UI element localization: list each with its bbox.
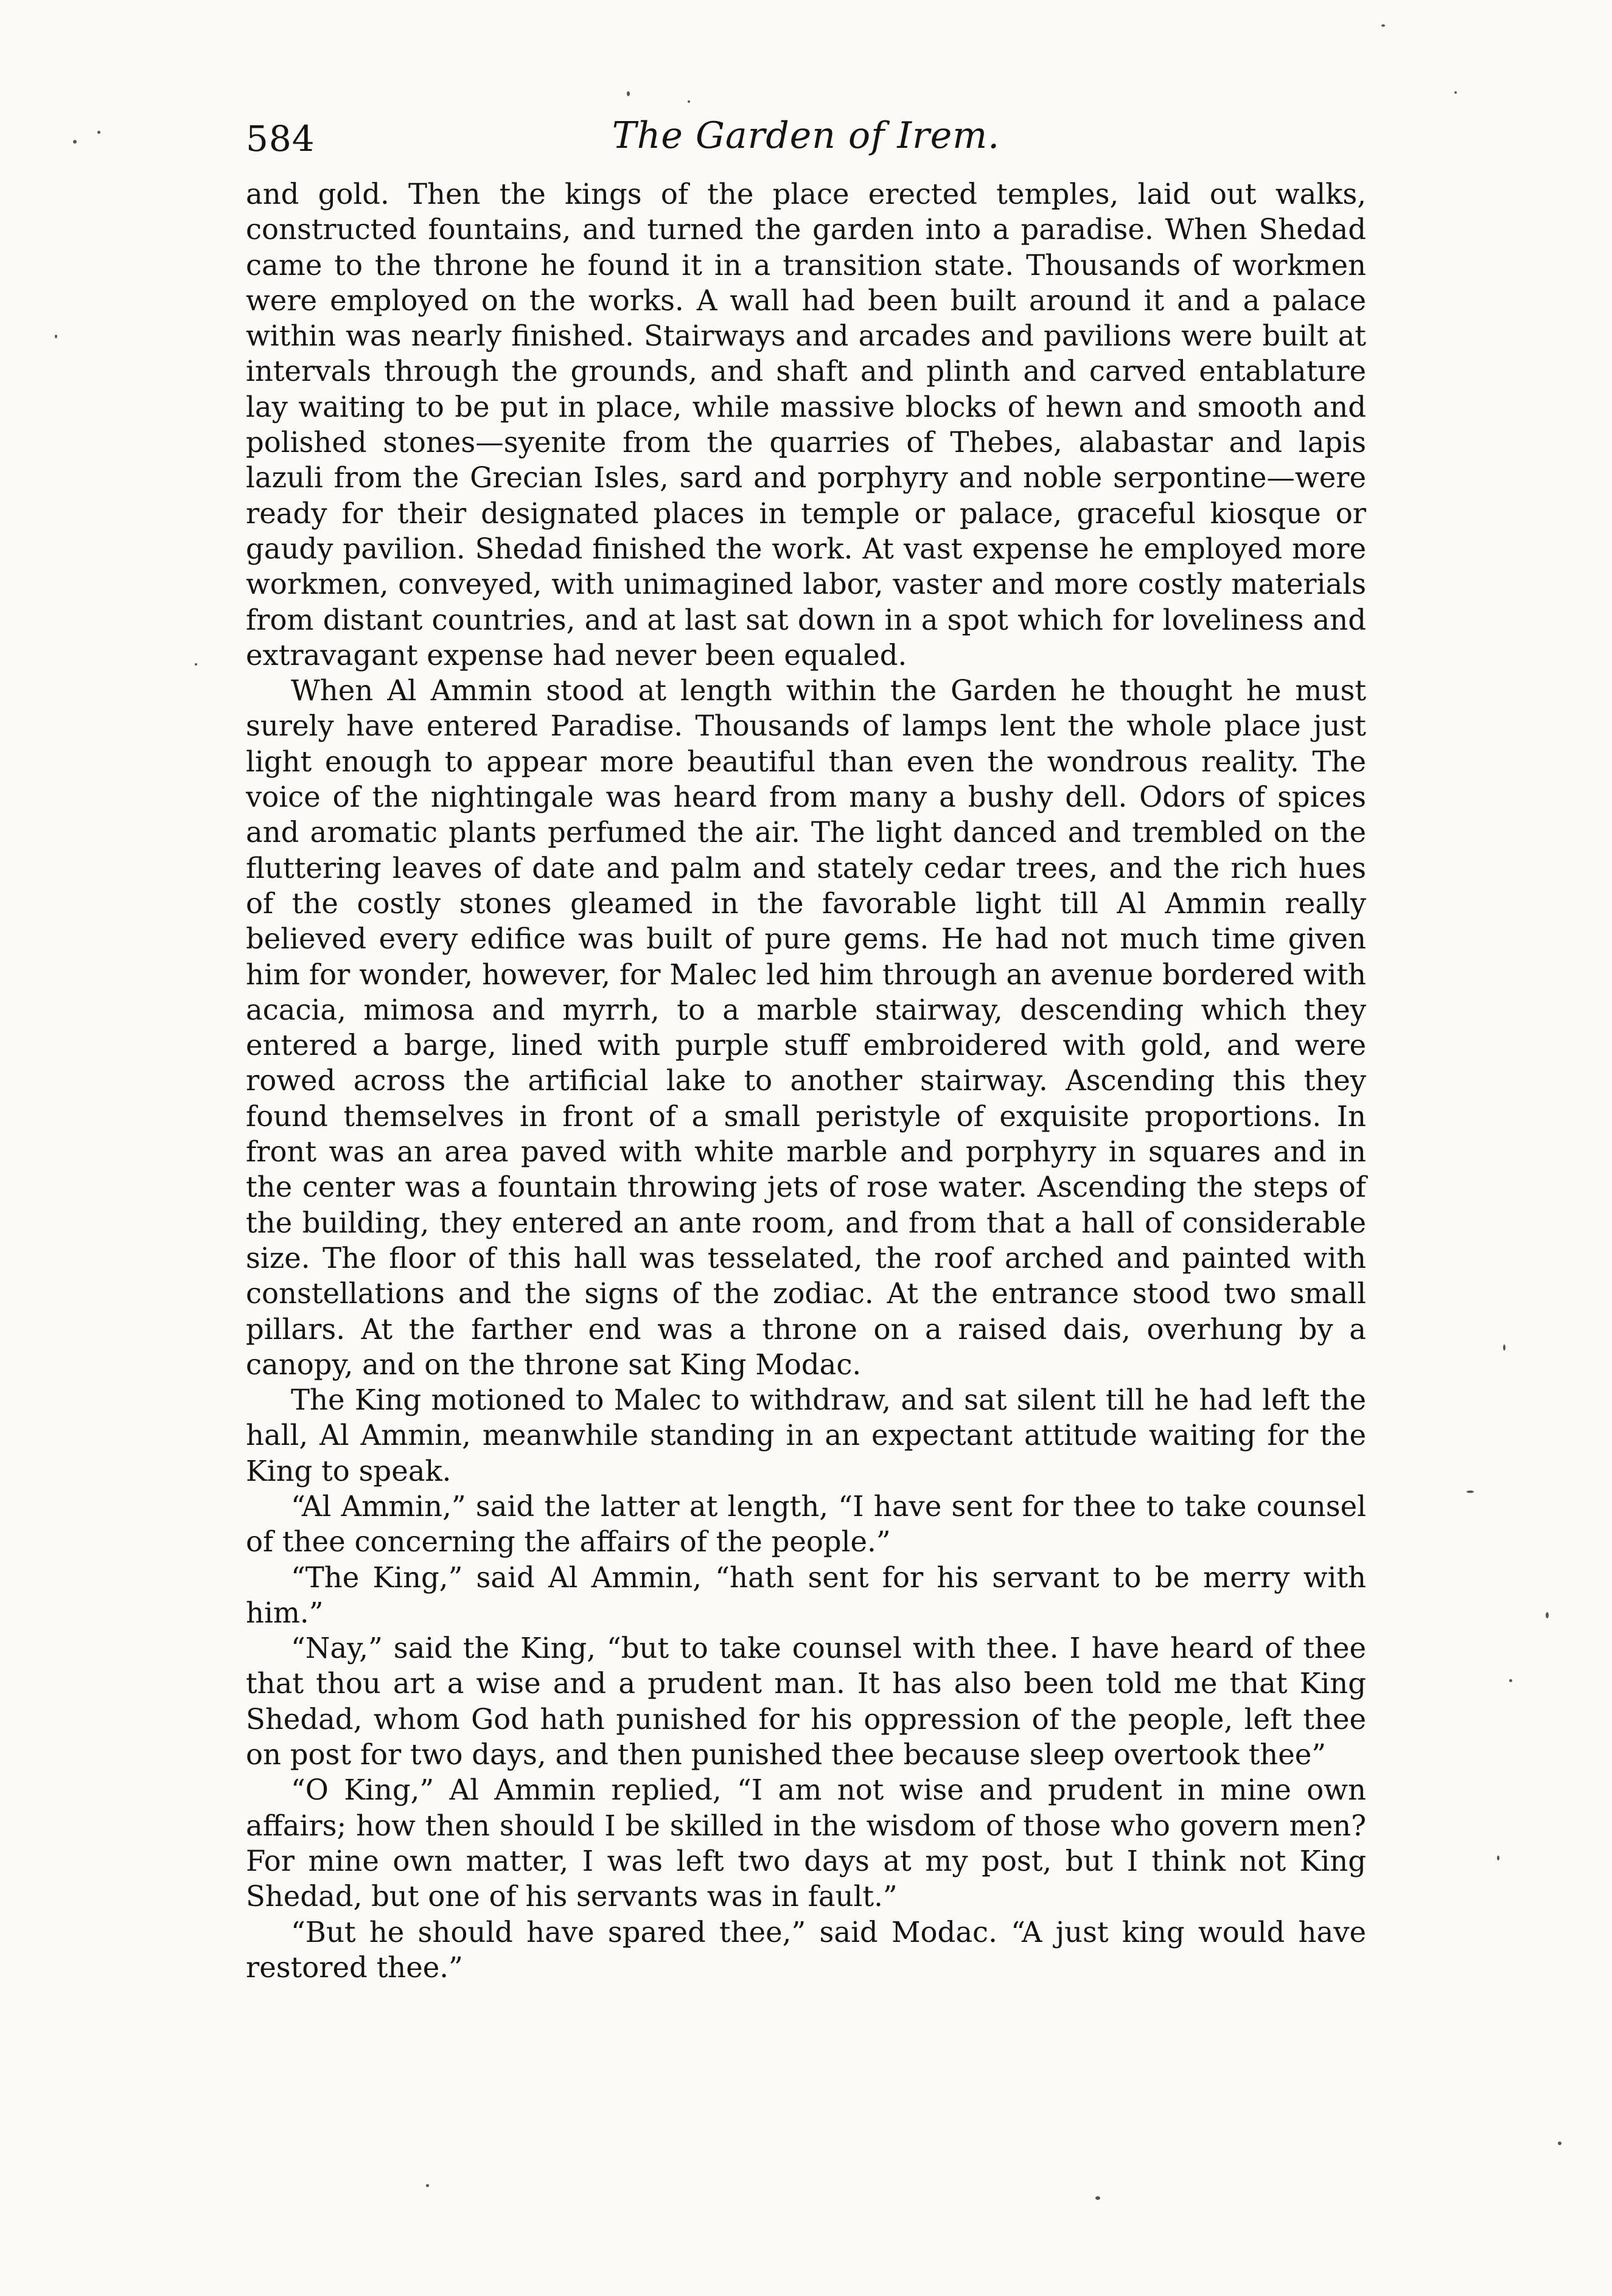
paragraph: “O King,” Al Ammin replied, “I am not wise and prudent in mine own affairs; how then should I be skilled in the wisdom of those who govern men? For mine own matter, I was left two days at my post, but I think not King Shedad, but one of his servants was in fault.”	[246, 1773, 1366, 1913]
paragraph: “The King,” said Al Ammin, “hath sent for his servant to be merry with him.”	[246, 1560, 1366, 1629]
page-number: 584	[246, 118, 315, 159]
body-text	[246, 176, 1366, 1985]
running-head	[246, 110, 1366, 176]
book-page	[246, 110, 1366, 2239]
paragraph: “Al Ammin,” said the latter at length, “I have sent for thee to take counsel of thee concerning the affairs of the people.”	[246, 1489, 1366, 1559]
paragraph: and gold. Then the kings of the place erected temples, laid out walks, constructed fountains, and turned the garden into a paradise. When Shedad came to the throne he found it in a transition state. Thousands of workmen were employed on the works. A wall had been built around it and a palace within was nearly finished. Stairways and arcades and pavilions were built at intervals through the grounds, and shaft and plinth and carved entablature lay waiting to be put in place, while massive blocks of hewn and smooth and polished stones—syenite from the quarries of Thebes, alabastar and lapis lazuli from the Grecian Isles, sard and porphyry and noble serpontine—were ready for their designated places in temple or palace, graceful kiosque or gaudy pavilion. Shedad finished the work. At vast expense he employed more workmen, conveyed, with unimagined labor, vaster and more costly materials from distant countries, and at last sat down in a spot which for loveliness and extravagant expense had never been equaled.	[246, 178, 1366, 672]
paragraph: The King motioned to Malec to withdraw, and sat silent till he had left the hall, Al Ammin, meanwhile standing in an expectant attitude waiting for the King to speak.	[246, 1383, 1366, 1487]
paragraph: When Al Ammin stood at length within the Garden he thought he must surely have entered Paradise. Thousands of lamps lent the whole place just light enough to appear more beautiful than even the wondrous reality. The voice of the nightingale was heard from many a bushy dell. Odors of spices and aromatic plants perfumed the air. The light danced and trembled on the fluttering leaves of date and palm and stately cedar trees, and the rich hues of the costly stones gleamed in the favorable light till Al Ammin really believed every edifice was built of pure gems. He had not much time given him for wonder, however, for Malec led him through an avenue bordered with acacia, mimosa and myrrh, to a marble stairway, descending which they entered a barge, lined with purple stuff embroidered with gold, and were rowed across the artificial lake to another stairway. Ascending this they found themselves in front of a small peristyle of exquisite proportions. In front was an area paved with white marble and porphyry in squares and in the center was a fountain throwing jets of rose water. Ascending the steps of the building, they entered an ante room, and from that a hall of considerable size. The floor of this hall was tesselated, the roof arched and painted with constellations and the signs of the zodiac. At the entrance stood two small pillars. At the farther end was a throne on a raised dais, overhung by a canopy, and on the throne sat King Modac.	[246, 674, 1366, 1381]
paragraph: “Nay,” said the King, “but to take counsel with thee. I have heard of thee that thou art a wise and a prudent man. It has also been told me that King Shedad, whom God hath punished for his oppression of the people, left thee on post for two days, and then punished thee because sleep overtook thee”	[246, 1632, 1366, 1772]
paragraph: “But he should have spared thee,” said Modac. “A just king would have restored thee.”	[246, 1915, 1366, 1984]
running-title: The Garden of Irem.	[612, 114, 1000, 157]
